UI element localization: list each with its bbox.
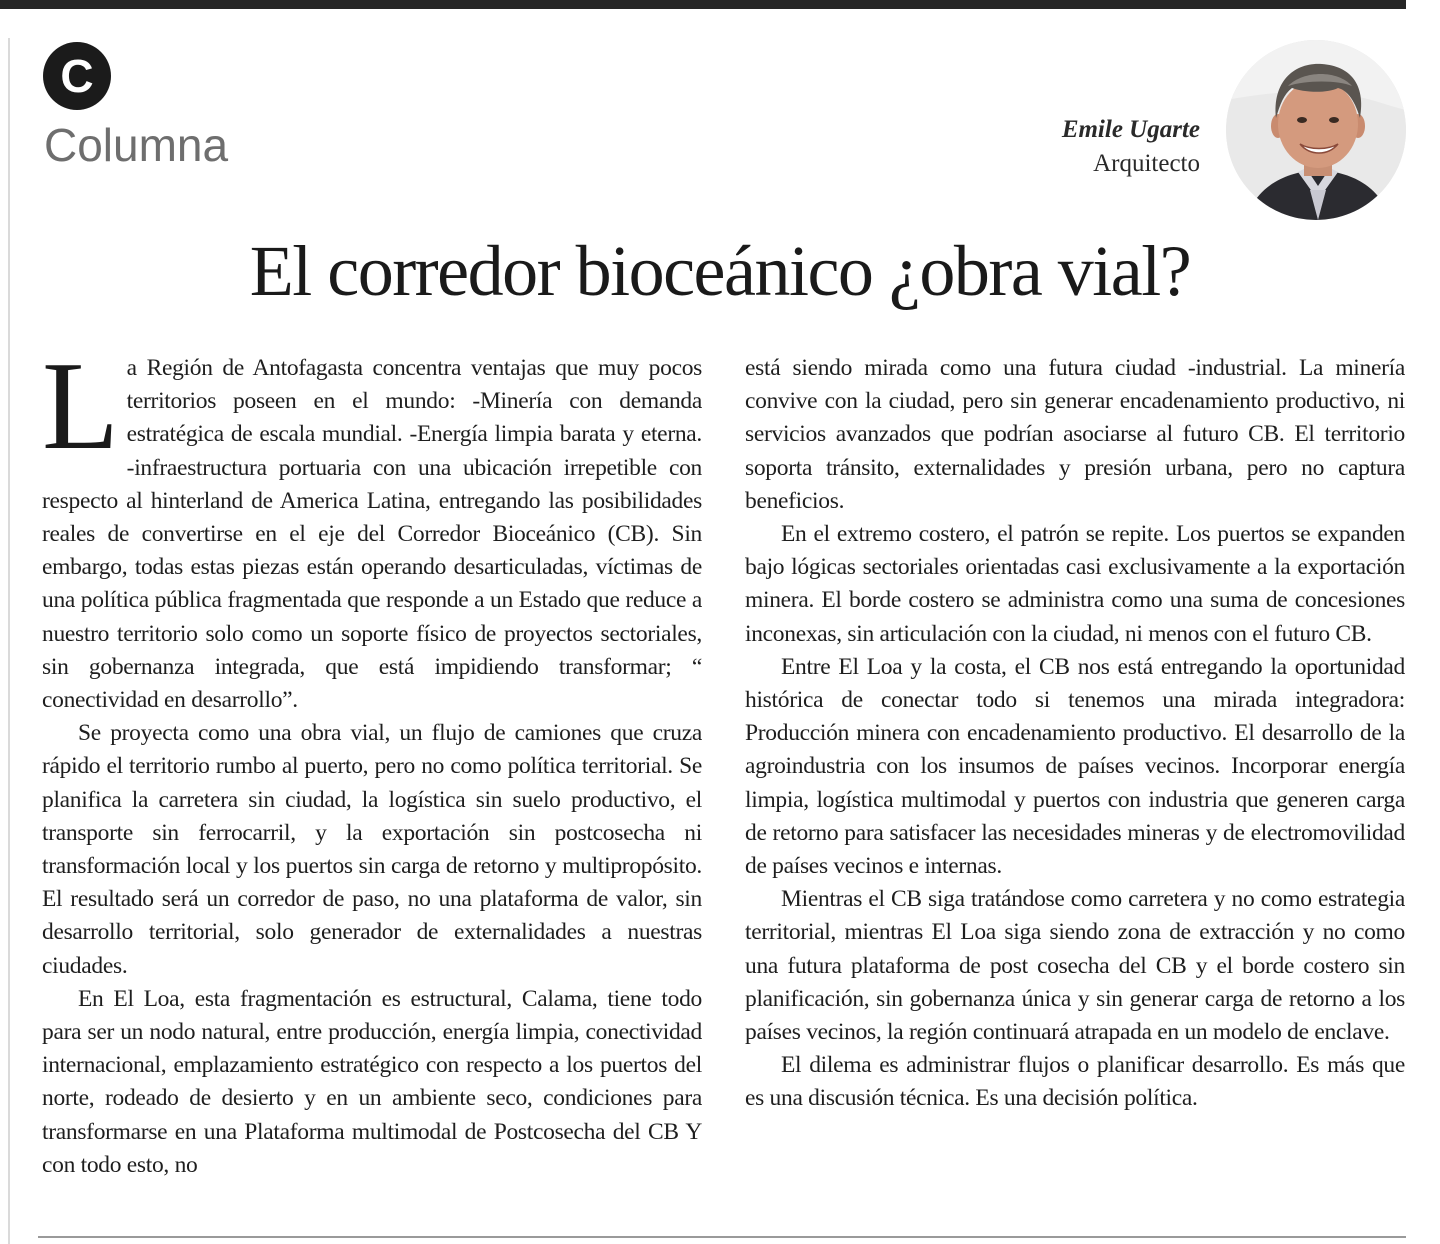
author-portrait-icon bbox=[1226, 40, 1406, 220]
portrait-drawing bbox=[1226, 40, 1406, 220]
paragraph: Entre El Loa y la costa, el CB nos está entregando la oportunidad histórica de conectar todo si tenemos una mirada integradora: Producción minera con encadenamiento productivo. El desarrollo de la agroindustria con los insumos de países vecinos. Incorporar energía limpia, logística multimodal y puertos con industria que generen carga de retorno para satisfacer las necesidades mineras y de electromovilidad de países vecinos e internas. bbox=[745, 653, 1405, 880]
badge-letter: C bbox=[60, 50, 94, 102]
paragraph: está siendo mirada como una futura ciudad -industrial. La minería convive con la ciudad, pero sin generar encadenamiento productivo, ni servicios avanzados que podrían asociarse al futuro CB. El territorio soporta tránsito, externalidades y presión urbana, pero no captura beneficios. bbox=[745, 355, 1405, 514]
bottom-rule bbox=[38, 1236, 1406, 1238]
drop-cap: L bbox=[42, 337, 119, 476]
section-label: Columna bbox=[44, 119, 229, 171]
author-role: Arquitecto bbox=[1093, 150, 1200, 177]
article-column-left bbox=[42, 337, 702, 1182]
paragraph: El dilema es administrar flujos o planificar desarrollo. Es más que es una discusión técnica. Es una decisión política. bbox=[745, 1052, 1405, 1112]
paragraph: Se proyecta como una obra vial, un flujo de camiones que cruza rápido el territorio rumbo al puerto, pero no como política territorial. Se planifica la carretera sin ciudad, la logística sin suelo productivo, el transporte sin ferrocarril, y la exportación sin postcosecha ni transformación local y los puertos sin carga de retorno y multipropósito. El resultado será un corredor de paso, no una plataforma de valor, sin desarrollo territorial, solo generador de externalidades a nuestras ciudades. bbox=[42, 720, 702, 979]
paragraph bbox=[42, 337, 702, 717]
article-headline: El corredor bioceánico ¿obra vial? bbox=[249, 231, 1191, 311]
paragraph: En El Loa, esta fragmentación es estructural, Calama, tiene todo para ser un nodo natural, entre producción, energía limpia, conectividad internacional, emplazamiento estratégico con respecto a los puertos del norte, rodeado de desierto y en un ambiente seco, condiciones para transformarse en una Plataforma multimodal de Postcosecha del CB Y con todo esto, no bbox=[42, 985, 702, 1178]
top-rule bbox=[0, 0, 1406, 9]
paragraph: Mientras el CB siga tratándose como carretera y no como estrategia territorial, mientras El Loa siga siendo zona de extracción y no como una futura plataforma de post cosecha del CB y el borde costero sin planificación, sin gobernanza única y sin generar carga de retorno a los países vecinos, la región continuará atrapada en un modelo de enclave. bbox=[745, 886, 1405, 1046]
author-name: Emile Ugarte bbox=[1061, 116, 1200, 143]
column-badge-icon bbox=[43, 42, 111, 110]
left-margin-rule bbox=[8, 38, 10, 1244]
paragraph-text: a Región de Antofagasta concentra ventajas que muy pocos territorios poseen en el mundo: -Minería con demanda estratégica de escala mundial. -Energía limpia barata y eterna. -infraestructura portuaria con una ubicación irrepetible con respecto al hinterland de America Latina, entregando las posibilidades reales de convertirse en el eje del Corredor Bioceánico (CB). Sin embargo, todas estas piezas están operando desarticuladas, víctimas de una política pública fragmentada que responde a un Estado que reduce a nuestro territorio solo como un soporte físico de proyectos sectoriales, sin gobernanza integrada, que está impidiendo transformar; “ conectividad en desarrollo”. bbox=[42, 355, 702, 714]
paragraph: En el extremo costero, el patrón se repite. Los puertos se expanden bajo lógicas sectoriales orientadas casi exclusivamente a la exportación minera. El borde costero se administra como una suma de concesiones inconexas, sin articulación con la ciudad, ni menos con el futuro CB. bbox=[745, 521, 1405, 647]
article-column-right bbox=[745, 352, 1405, 1116]
